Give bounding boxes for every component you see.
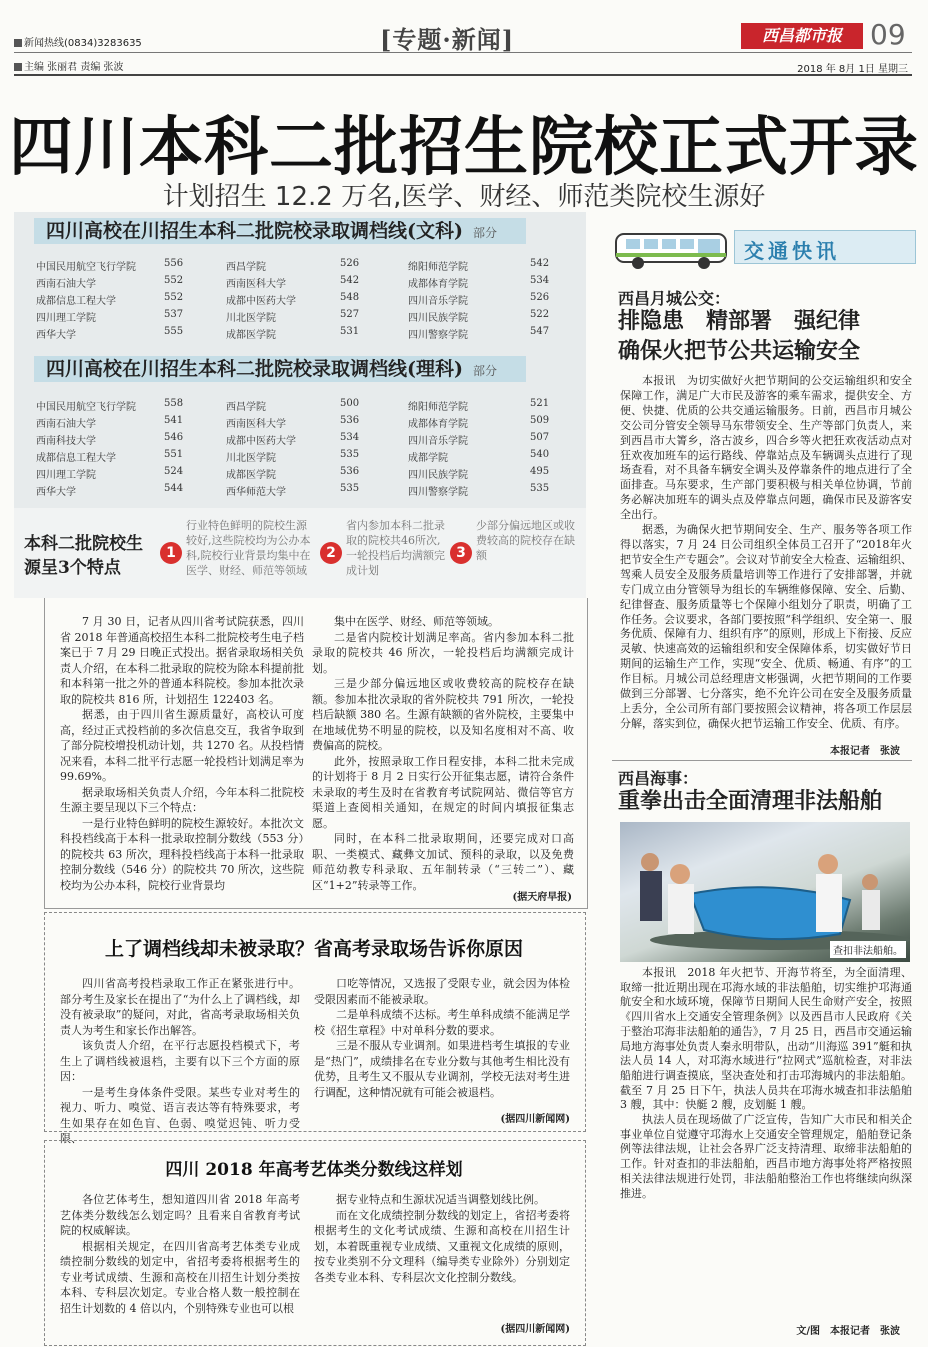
maritime-title: 重拳出击全面清理非法船舶 <box>618 788 883 814</box>
score-cell: 524 <box>164 466 184 477</box>
feature-text-1: 行业特色鲜明的院校生源较好,这些院校均为公办本科,院校行业背景均集中在医学、财经、师范等领域 <box>186 519 311 577</box>
score-cell: 556 <box>164 258 184 269</box>
score-cell: 495 <box>530 466 550 477</box>
header-divider <box>14 74 912 76</box>
score-cell: 521 <box>530 398 550 409</box>
school-name: 西昌学院 <box>226 262 266 273</box>
score-cell: 548 <box>340 292 360 303</box>
school-name: 四川警察学院 <box>408 330 468 341</box>
score-cell: 537 <box>164 309 184 320</box>
score-cell: 500 <box>340 398 360 409</box>
score-cell: 526 <box>530 292 550 303</box>
score-cell: 531 <box>340 326 360 337</box>
hotline: 新闻热线(0834)3283635 <box>14 34 142 49</box>
article-title: 四川 2018 年高考艺体类分数线这样划 <box>165 1160 463 1180</box>
score-cell: 536 <box>340 415 360 426</box>
header-divider <box>14 52 912 53</box>
score-cell: 536 <box>340 466 360 477</box>
school-name: 西华师范大学 <box>226 487 286 498</box>
score-cell: 546 <box>164 432 184 443</box>
school-name: 成都学院 <box>408 453 448 464</box>
score-cell: 540 <box>530 449 550 460</box>
score-cell: 522 <box>530 309 550 320</box>
school-name: 西华大学 <box>36 330 76 341</box>
bus-icon <box>612 228 732 272</box>
school-name: 川北医学院 <box>226 313 276 324</box>
score-cell: 535 <box>340 449 360 460</box>
article-column: 口吃等情况，又选报了受限专业，就会因为体检受限因素而不能被录取。 二是单科成绩不达标。考生单科成绩不能满足学校《招生章程》中对单科分数的要求。 三是不服从专业调剂。如果进档考生填报的专业是“热门”，成绩排名在专业分数与其他考生相比没有优势，且考生又不服从专业调剂，学校无法对考生进行调配，这种情况就有可能会被退档。 <box>314 977 570 1099</box>
feature-text-3: 少部分偏远地区或收费较高的院校存在缺额 <box>476 519 575 562</box>
article-column: 四川省高考投档录取工作正在紧张进行中。部分考生及家长在提出了“为什么上了调档线，却没有被录取”的疑问，对此，省高考录取场相关负责人为考生和家长作出解答。 该负责人介绍，在平行志愿投档模式下，考生上了调档线被退档，主要有以下三个方面的原因： 一是考生身体条件受限。某些专业对考生的视力、听力、嗅觉、语言表达等有特殊要求，考生如果存在如色盲、色弱、嗅觉迟钝、听力受限、 <box>60 977 300 1145</box>
school-name: 西华大学 <box>36 487 76 498</box>
traffic-title: 排隐患 精部署 强纪律 确保火把节公共运输安全 <box>618 308 861 364</box>
school-name: 成都信息工程大学 <box>36 296 116 307</box>
score-tables <box>14 212 586 598</box>
school-name: 成都体育学院 <box>408 419 468 430</box>
school-name: 西昌学院 <box>226 402 266 413</box>
score-cell: 534 <box>340 432 360 443</box>
article-source: (据四川新闻网) <box>500 1324 570 1335</box>
traffic-byline: 本报记者 张波 <box>830 746 900 757</box>
school-name: 绵阳师范学院 <box>408 402 468 413</box>
school-name: 四川理工学院 <box>36 313 96 324</box>
table-title-wenke: 四川高校在川招生本科二批院校录取调档线(文科) 部分 <box>34 218 526 244</box>
table-title-like: 四川高校在川招生本科二批院校录取调档线(理科) 部分 <box>34 356 526 382</box>
score-cell: 558 <box>164 398 184 409</box>
article-column: 各位艺体考生，想知道四川省 2018 年高考艺体类分数线怎么划定吗？且看来自省教育考试院的权威解读。 根据相关规定，在四川省高考艺体类专业成绩控制分数线的划定中，省招考委将根据考生的专业考试成绩、生源和高校在川招生计划分类按本科、专科层次划定。专业合格人数一般控制在招生计划数的 4 倍以内，个别特殊专业也可以根 <box>60 1193 300 1315</box>
school-name: 四川警察学院 <box>408 487 468 498</box>
feature-text-2: 省内参加本科二批录取的院校共46所次,一轮投档后均满额完成计划 <box>346 519 445 577</box>
school-name: 西南医科大学 <box>226 279 286 290</box>
feature-number-2: 2 <box>320 542 342 564</box>
school-name: 西南医科大学 <box>226 419 286 430</box>
subheadline: 计划招生 12.2 万名,医学、财经、师范类院校生源好 <box>162 182 766 212</box>
article-column: 据专业特点和生源状况适当调整划线比例。 而在文化成绩控制分数线的划定上，省招考委将根据考生的文化考试成绩、生源和高校在川招生计划，本着既重视专业成绩、又重视文化成绩的原则，按专业类别不分文理科（编导类专业除外）分别划定各类专业本科、专科层次文化控制分数线。 <box>314 1193 570 1284</box>
bullet-square-icon <box>14 39 22 47</box>
photo-caption: 查扣非法船舶。 <box>830 941 906 958</box>
maritime-article: 本报讯 2018 年火把节、开海节将至，为全面清理、取缔一批近期出现在邛海水域的非法船舶，切实维护邛海通航安全和水域环境，保障节日期间人民生命财产安全，按照《四川省水上交通安全管理条例》以及西昌市人民政府《关于整治邛海非法船舶的通告》，7 月 25 日，西昌市交通运输局地方海事处负责人秦永明带队，出动“川海巡 391”艇和执法人员 14 人，对邛海水域进行“拉网式”巡航检查，对非法船舶进行调查摸底，坚决查处和打击邛海城内的非法船舶。截至 7 月 25 日下午，执法人员共在邛海水城查扣非法船舶 3 艘，其中：快艇 2 艘，皮划艇 1 艘。 执法人员在现场做了广泛宣传，告知广大市民和相关企事业单位自觉遵守邛海水上交通安全管理规定，船舶登记条例等法律法规，让社会各界广泛支持清理、取缔非法船舶的工作。针对查扣的非法船舶，西昌市地方海事处将严格按照相关法律法规进行处罚，非法船舶整治工作也将继续向纵深推进。 <box>620 966 912 1200</box>
score-cell: 552 <box>164 292 184 303</box>
section-divider <box>612 760 912 761</box>
score-cell: 526 <box>340 258 360 269</box>
school-name: 西南石油大学 <box>36 419 96 430</box>
school-name: 四川民族学院 <box>408 470 468 481</box>
score-cell: 535 <box>530 483 550 494</box>
bullet-square-icon <box>14 63 22 71</box>
school-name: 绵阳师范学院 <box>408 262 468 273</box>
features-panel <box>14 508 586 598</box>
score-cell: 544 <box>164 483 184 494</box>
score-cell: 552 <box>164 275 184 286</box>
traffic-banner-title: 交通快讯 <box>744 239 840 263</box>
article-source: (据四川新闻网) <box>500 1114 570 1125</box>
score-cell: 555 <box>164 326 184 337</box>
score-cell: 534 <box>530 275 550 286</box>
score-cell: 535 <box>340 483 360 494</box>
article-column: 集中在医学、财经、师范等领域。 二是省内院校计划满足率高。省内参加本科二批录取的院校共 46 所次，一轮投档后均满额完成计划。 三是少部分偏远地区或收费较高的院校存在缺额。参加本批次录取的省外院校共 791 所次，一轮投档后缺额 380 名。生源有缺额的省外院校，主要集中在地域优势不明显的院校，以及知名度相对不高、收费偏高的院校。 此外，按照录取工作日程安排，本科二批未完成的计划将于 8 月 2 日实行公开征集志愿，请符合条件未录取的考生及时在省教育考试院网站、微信等官方渠道上查阅相关通知，在规定的时间内填报征集志愿。 同时，在本科二批录取期间，还要完成对口高职、一类模式、藏彝文加试、预科的录取，以及免费师范幼教专科录取、五年制转录（“三转二”）、藏区“1+2”转录等工作。 <box>312 615 574 892</box>
score-cell: 542 <box>340 275 360 286</box>
school-name: 成都中医药大学 <box>226 296 296 307</box>
newspaper-brand: 西昌都市报 <box>741 23 863 49</box>
score-cell: 542 <box>530 258 550 269</box>
headline: 四川本科二批招生院校正式开录 <box>9 110 919 185</box>
feature-number-3: 3 <box>450 542 472 564</box>
score-cell: 551 <box>164 449 184 460</box>
feature-number-1: 1 <box>160 542 182 564</box>
school-name: 西南石油大学 <box>36 279 96 290</box>
school-name: 西南科技大学 <box>36 436 96 447</box>
score-cell: 547 <box>530 326 550 337</box>
school-name: 成都中医药大学 <box>226 436 296 447</box>
school-name: 成都医学院 <box>226 470 276 481</box>
section-title: [专题·新闻] <box>380 25 515 54</box>
page-number: 09 <box>870 18 906 51</box>
school-name: 四川理工学院 <box>36 470 96 481</box>
article-column: 7 月 30 日，记者从四川省考试院获悉，四川省 2018 年普通高校招生本科二批院校考生电子档案已于 7 月 29 日晚正式投出。据省录取场相关负责人介绍，在本科二批录取的院校为除本科提前批和本科第一批之外的普通本科院校。参加本批次录取的院校共 816 所，计划招生 122403 名。 据悉，由于四川省生源质量好，高校认可度高，经过正式投档前的多次信息交互，我省争取到了部分院校增投机动计划，共 1270 名。从投档情况来看，本科二批平行志愿一轮投档计划满足率为 99.69%。 据录取场相关负责人介绍，今年本科二批院校生源主要呈现以下三个特点： 一是行业特色鲜明的院校生源较好。本批次文科投档线高于本科一批录取控制分数线（553 分）的院校共 63 所次，理科投档线高于本科一批录取控制分数线（546 分）的院校共 70 所次，这些院校均为公办本科，院校行业背景均 <box>60 615 304 892</box>
school-name: 川北医学院 <box>226 453 276 464</box>
issue-date: 2018 年 8月 1日 星期三 <box>797 64 908 75</box>
features-title: 本科二批院校生源呈3个特点 <box>24 534 143 578</box>
score-cell: 507 <box>530 432 550 443</box>
school-name: 四川音乐学院 <box>408 436 468 447</box>
school-name: 成都信息工程大学 <box>36 453 116 464</box>
school-name: 四川民族学院 <box>408 313 468 324</box>
school-name: 四川音乐学院 <box>408 296 468 307</box>
article-title: 上了调档线却未被录取？省高考录取场告诉你原因 <box>104 938 523 960</box>
score-cell: 541 <box>164 415 184 426</box>
maritime-kicker: 西昌海事： <box>618 769 699 788</box>
traffic-article: 本报讯 为切实做好火把节期间的公交运输组织和安全保障工作，满足广大市民及游客的乘车需求，提供安全、方便、快捷、优质的公共交通运输服务。日前，西昌市月城公交公司分管安全领导马东带领安全、生产等部门负责人，来到西昌市大箐乡，洛古波乡，四合乡等火把狂欢夜活动点对狂欢夜加班车的运行路线、停靠站点及车辆调头点进行了现场查看，对不具备车辆安全调头及停靠条件的地点进行了全面排查。马东要求，生产部门要积极与相关单位协调，节前务必解决加班车的调头点及停靠点问题，确保市民及游客安全出行。 据悉，为确保火把节期间安全、生产、服务等各项工作得以落实，7 月 24 日公司组织全体员工召开了“2018年火把节安全生产专题会”。会议对节前安全大检查、运输组织、驾乘人员安全及服务质量培训等工作进行了安排部署，并就专门成立由分管领导为组长的车辆维修保障、安全、后勤、纪律督查、服务质量等七个保障小组划分了职责，明确了工作任务。会议要求，各部门要按照“科学组织、安全第一、服务优质、保障有力、组织有序”的原则，形成上下衔接、反应灵敏、快速高效的运输组织和安全保障体系，切实做好节日期间的运输生产工作，实现“安全、优质、畅通、有序”的工作目标。月城公司总经理唐文彬强调，火把节期间的工作要做到三分部署、七分落实，绝不允许公司在安全及服务质量上丢分，全公司所有部门要按照会议精神，将各项工作层层分解，落实到位，确保火把节运输工作安全、优质、有序。 <box>620 374 912 730</box>
score-cell: 509 <box>530 415 550 426</box>
school-name: 成都医学院 <box>226 330 276 341</box>
maritime-byline: 文/图 本报记者 张波 <box>796 1326 900 1337</box>
school-name: 中国民用航空飞行学院 <box>36 402 136 413</box>
traffic-kicker: 西昌月城公交： <box>618 289 731 308</box>
school-name: 成都体育学院 <box>408 279 468 290</box>
news-photo <box>620 822 910 962</box>
school-name: 中国民用航空飞行学院 <box>36 262 136 273</box>
score-cell: 527 <box>340 309 360 320</box>
editors: 主编 张丽君 责编 张波 <box>14 58 124 73</box>
article-source: (据天府早报) <box>512 892 572 903</box>
